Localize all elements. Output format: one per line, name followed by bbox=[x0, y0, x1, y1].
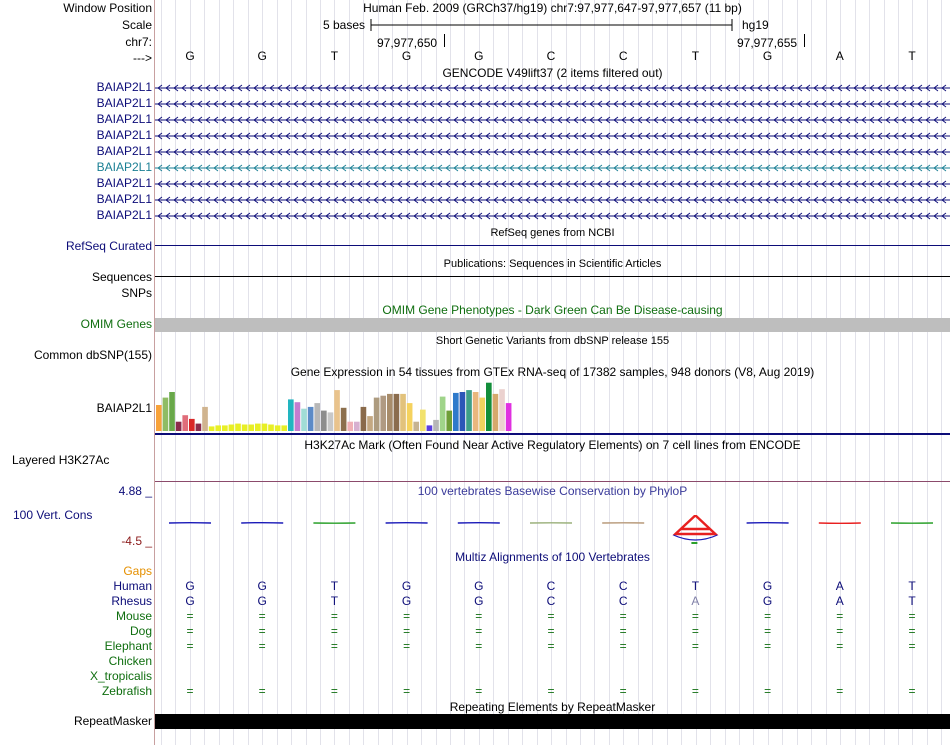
aligned-base: = bbox=[547, 609, 555, 623]
repeatmasker-bar[interactable] bbox=[155, 714, 950, 729]
aligned-base: = bbox=[330, 624, 338, 638]
gtex-tissue-bar bbox=[202, 407, 208, 431]
ruler-base: G bbox=[474, 49, 484, 63]
gtex-tissue-bar bbox=[182, 415, 188, 431]
aligned-base: = bbox=[764, 684, 772, 698]
species-label: Chicken bbox=[108, 654, 152, 668]
phylop-max-label: 4.88 _ bbox=[118, 484, 152, 498]
phylop-peak-base bbox=[673, 535, 717, 540]
aligned-base: G bbox=[474, 594, 484, 608]
aligned-base: = bbox=[764, 624, 772, 638]
aligned-base: = bbox=[330, 684, 338, 698]
gtex-tissue-bar bbox=[374, 398, 380, 431]
gtex-tissue-bar bbox=[407, 403, 413, 431]
gtex-tissue-bar bbox=[486, 383, 492, 431]
gtex-tissue-bar bbox=[354, 422, 360, 431]
coord-right: 97,977,655 bbox=[737, 36, 798, 50]
omim-genes-label[interactable]: OMIM Genes bbox=[80, 317, 152, 331]
aligned-base: = bbox=[547, 684, 555, 698]
ruler-base: T bbox=[908, 49, 916, 63]
gtex-bar-chart[interactable] bbox=[155, 379, 950, 435]
aligned-base: = bbox=[908, 639, 916, 653]
gtex-tissue-bar bbox=[506, 403, 512, 431]
gtex-tissue-bar bbox=[229, 425, 235, 432]
aligned-base: A bbox=[691, 594, 700, 608]
species-label: Human bbox=[113, 579, 152, 593]
aligned-base: = bbox=[619, 684, 627, 698]
gtex-tissue-bar bbox=[268, 425, 274, 432]
coord-left: 97,977,650 bbox=[377, 36, 438, 50]
repeatmasker-label[interactable]: RepeatMasker bbox=[73, 714, 152, 728]
gtex-tissue-bar bbox=[295, 402, 301, 431]
gencode-transcript[interactable] bbox=[155, 115, 950, 125]
ruler-base: C bbox=[618, 49, 628, 63]
gtex-tissue-bar bbox=[427, 425, 433, 431]
gencode-item-label[interactable]: BAIAP2L1 bbox=[96, 208, 152, 222]
scale-bar bbox=[370, 17, 735, 33]
species-label: Rhesus bbox=[111, 594, 152, 608]
gtex-tissue-bar bbox=[479, 398, 485, 431]
ruler-base: A bbox=[835, 49, 844, 63]
aligned-base: T bbox=[330, 594, 339, 608]
aligned-base: G bbox=[257, 579, 267, 593]
gtex-tissue-bar bbox=[215, 425, 221, 431]
gencode-transcript[interactable] bbox=[155, 131, 950, 141]
aligned-base: = bbox=[330, 609, 338, 623]
aligned-base: = bbox=[908, 609, 916, 623]
aligned-base: = bbox=[547, 624, 555, 638]
aligned-base: = bbox=[547, 639, 555, 653]
aligned-base: G bbox=[401, 594, 412, 608]
aligned-base: G bbox=[474, 579, 484, 593]
aligned-base: = bbox=[836, 639, 844, 653]
aligned-base: G bbox=[401, 579, 412, 593]
scale-bases: 5 bases bbox=[323, 18, 366, 32]
gtex-tissue-bar bbox=[473, 392, 479, 431]
gtex-tissue-bar bbox=[189, 419, 195, 431]
gencode-item-label[interactable]: BAIAP2L1 bbox=[96, 176, 152, 190]
gtex-tissue-bar bbox=[176, 422, 182, 431]
gtex-tissue-bar bbox=[328, 412, 334, 431]
publications-title: Publications: Sequences in Scientific Articles bbox=[443, 258, 662, 270]
gencode-item-label[interactable]: BAIAP2L1 bbox=[96, 96, 152, 110]
aligned-base: = bbox=[403, 639, 411, 653]
ruler-base: G bbox=[257, 49, 267, 63]
aligned-base: C bbox=[618, 579, 628, 593]
gtex-tissue-bar bbox=[387, 394, 393, 431]
dbsnp-title: Short Genetic Variants from dbSNP release 155 bbox=[435, 335, 670, 347]
gencode-transcript[interactable] bbox=[155, 211, 950, 221]
gtex-tissue-bar bbox=[314, 403, 320, 431]
aligned-base: = bbox=[330, 639, 338, 653]
aligned-base: C bbox=[546, 579, 556, 593]
phylop-peak-mark bbox=[691, 542, 697, 544]
refseq-curated-label[interactable]: RefSeq Curated bbox=[65, 239, 152, 253]
gtex-tissue-bar bbox=[281, 425, 287, 431]
ruler-base: G bbox=[185, 49, 195, 63]
phylop-title: 100 vertebrates Basewise Conservation by PhyloP bbox=[417, 484, 688, 498]
gtex-tissue-bar bbox=[163, 398, 169, 431]
gtex-tissue-bar bbox=[453, 393, 459, 431]
gtex-gene-label[interactable]: BAIAP2L1 bbox=[96, 401, 152, 415]
aligned-base: T bbox=[908, 579, 916, 593]
gencode-transcript[interactable] bbox=[155, 147, 950, 157]
gencode-item-label[interactable]: BAIAP2L1 bbox=[96, 144, 152, 158]
aligned-base: = bbox=[258, 639, 266, 653]
gtex-tissue-bar bbox=[341, 408, 347, 431]
aligned-base: = bbox=[258, 609, 266, 623]
gtex-tissue-bar bbox=[275, 425, 281, 431]
gtex-tissue-bar bbox=[361, 407, 367, 431]
snps-label[interactable]: SNPs bbox=[121, 286, 152, 300]
gtex-tissue-bar bbox=[394, 394, 400, 431]
aligned-base: = bbox=[403, 684, 411, 698]
aligned-base: T bbox=[908, 594, 916, 608]
gencode-item-label[interactable]: BAIAP2L1 bbox=[96, 192, 152, 206]
species-label: Dog bbox=[129, 624, 152, 638]
gtex-tissue-bar bbox=[499, 389, 505, 431]
gtex-tissue-bar bbox=[169, 392, 175, 431]
aligned-base: = bbox=[475, 684, 483, 698]
gtex-tissue-bar bbox=[420, 410, 426, 431]
aligned-base: = bbox=[186, 609, 194, 623]
refseq-gene-line[interactable] bbox=[155, 245, 950, 246]
aligned-base: = bbox=[403, 624, 411, 638]
aligned-base: = bbox=[186, 639, 194, 653]
gencode-title: GENCODE V49lift37 (2 items filtered out) bbox=[442, 66, 663, 80]
gtex-tissue-bar bbox=[460, 392, 466, 431]
gtex-tissue-bar bbox=[262, 424, 268, 431]
gtex-tissue-bar bbox=[440, 397, 446, 431]
species-label: Elephant bbox=[104, 639, 152, 653]
track-image-area[interactable] bbox=[155, 0, 950, 745]
gtex-tissue-bar bbox=[248, 425, 254, 432]
aligned-base: = bbox=[619, 609, 627, 623]
aligned-base: A bbox=[835, 594, 844, 608]
h3k27ac-baseline bbox=[155, 481, 950, 482]
coord-right-tick bbox=[804, 34, 805, 47]
chrom-label: chr7: bbox=[125, 35, 152, 49]
scale-label: Scale bbox=[121, 18, 152, 32]
gtex-tissue-bar bbox=[334, 390, 340, 431]
ruler-base: G bbox=[401, 49, 412, 63]
aligned-base: = bbox=[691, 684, 699, 698]
layered-h3k27ac-label[interactable]: Layered H3K27Ac bbox=[12, 453, 110, 467]
multiz-title: Multiz Alignments of 100 Vertebrates bbox=[455, 550, 650, 564]
aligned-base: = bbox=[619, 639, 627, 653]
gtex-tissue-bar bbox=[367, 416, 373, 431]
aligned-base: = bbox=[764, 609, 772, 623]
aligned-base: C bbox=[618, 594, 628, 608]
gencode-transcript[interactable] bbox=[155, 83, 950, 93]
aligned-base: = bbox=[836, 624, 844, 638]
aligned-base: = bbox=[186, 684, 194, 698]
ruler-base: C bbox=[546, 49, 556, 63]
aligned-base: T bbox=[691, 579, 700, 593]
aligned-base: G bbox=[185, 579, 195, 593]
aligned-base: G bbox=[762, 594, 773, 608]
refseq-title: RefSeq genes from NCBI bbox=[490, 227, 615, 239]
gtex-tissue-bar bbox=[400, 394, 406, 431]
gtex-tissue-bar bbox=[301, 409, 307, 431]
gtex-tissue-bar bbox=[156, 405, 162, 431]
aligned-base: = bbox=[908, 684, 916, 698]
aligned-base: = bbox=[619, 624, 627, 638]
gencode-item-label[interactable]: BAIAP2L1 bbox=[96, 80, 152, 94]
gencode-transcript[interactable] bbox=[155, 163, 950, 173]
publications-line[interactable] bbox=[155, 276, 950, 277]
species-label: Mouse bbox=[115, 609, 152, 623]
scale-assembly: hg19 bbox=[742, 18, 769, 32]
h3k27ac-title: H3K27Ac Mark (Often Found Near Active Regulatory Elements) on 7 cell lines from ENCODE bbox=[304, 438, 801, 452]
gtex-tissue-bar bbox=[493, 394, 499, 431]
gtex-tissue-bar bbox=[380, 396, 386, 431]
window-position-label: Window Position bbox=[63, 1, 152, 15]
gtex-tissue-bar bbox=[196, 424, 202, 431]
gaps-label: Gaps bbox=[123, 564, 152, 578]
gtex-tissue-bar bbox=[255, 424, 261, 431]
aligned-base: = bbox=[186, 624, 194, 638]
omim-gene-bar[interactable] bbox=[155, 318, 950, 332]
gencode-item-label[interactable]: BAIAP2L1 bbox=[96, 128, 152, 142]
gtex-tissue-bar bbox=[321, 411, 327, 431]
aligned-base: = bbox=[764, 639, 772, 653]
aligned-base: = bbox=[475, 609, 483, 623]
gtex-tissue-bar bbox=[209, 426, 215, 431]
gtex-tissue-bar bbox=[433, 420, 439, 431]
aligned-base: G bbox=[762, 579, 773, 593]
gtex-tissue-bar bbox=[446, 411, 452, 431]
aligned-base: A bbox=[835, 579, 844, 593]
aligned-base: G bbox=[185, 594, 195, 608]
gencode-transcript[interactable] bbox=[155, 99, 950, 109]
omim-title: OMIM Gene Phenotypes - Dark Green Can Be Disease-causing bbox=[382, 303, 723, 317]
species-label: Zebrafish bbox=[101, 684, 152, 698]
gencode-item-label[interactable]: BAIAP2L1 bbox=[96, 112, 152, 126]
strand-label: ---> bbox=[133, 51, 152, 65]
gtex-tissue-bar bbox=[288, 399, 294, 431]
coord-left-tick bbox=[444, 34, 445, 47]
ruler-base: T bbox=[330, 49, 339, 63]
gtex-tissue-bar bbox=[308, 407, 314, 431]
gtex-tissue-bar bbox=[222, 425, 228, 431]
ruler-base: G bbox=[762, 49, 773, 63]
gtex-tissue-bar bbox=[235, 424, 241, 431]
phylop-min-label: -4.5 _ bbox=[121, 534, 152, 548]
aligned-base: G bbox=[257, 594, 267, 608]
aligned-base: = bbox=[691, 639, 699, 653]
aligned-base: = bbox=[475, 639, 483, 653]
track-label-column bbox=[0, 0, 155, 745]
gtex-tissue-bar bbox=[413, 422, 419, 431]
common-dbsnp-label[interactable]: Common dbSNP(155) bbox=[33, 348, 152, 362]
gtex-tissue-bar bbox=[347, 422, 353, 431]
vert-cons-label[interactable]: 100 Vert. Cons bbox=[13, 508, 93, 522]
aligned-base: = bbox=[691, 624, 699, 638]
aligned-base: = bbox=[403, 609, 411, 623]
gencode-transcript[interactable] bbox=[155, 195, 950, 205]
aligned-base: = bbox=[908, 624, 916, 638]
repeatmasker-title: Repeating Elements by RepeatMasker bbox=[449, 700, 656, 714]
phylop-plot[interactable] bbox=[155, 515, 950, 547]
species-label: X_tropicalis bbox=[89, 669, 152, 683]
aligned-base: C bbox=[546, 594, 556, 608]
aligned-base: = bbox=[836, 609, 844, 623]
aligned-base: = bbox=[836, 684, 844, 698]
aligned-base: = bbox=[258, 624, 266, 638]
gencode-item-label[interactable]: BAIAP2L1 bbox=[96, 160, 152, 174]
assembly-position: Human Feb. 2009 (GRCh37/hg19) chr7:97,977,647-97,977,657 (11 bp) bbox=[363, 1, 742, 15]
gtex-tissue-bar bbox=[242, 425, 248, 432]
ruler-base: T bbox=[691, 49, 700, 63]
gtex-title: Gene Expression in 54 tissues from GTEx RNA-seq of 17382 samples, 948 donors (V8, Aug 2019) bbox=[290, 365, 815, 379]
gencode-transcript[interactable] bbox=[155, 179, 950, 189]
aligned-base: = bbox=[475, 624, 483, 638]
sequences-label[interactable]: Sequences bbox=[91, 270, 152, 284]
gtex-tissue-bar bbox=[466, 390, 472, 431]
aligned-base: T bbox=[330, 579, 339, 593]
aligned-base: = bbox=[258, 684, 266, 698]
phylop-peak bbox=[675, 515, 715, 534]
aligned-base: = bbox=[691, 609, 699, 623]
